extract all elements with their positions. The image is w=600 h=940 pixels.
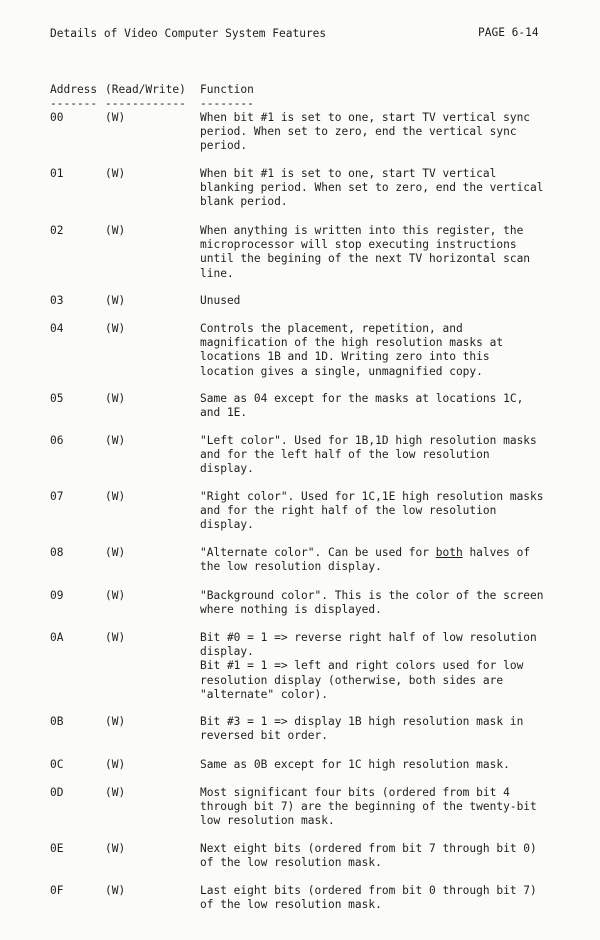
register-access: (W): [105, 715, 126, 728]
emphasized-word: both: [435, 546, 463, 559]
function-text-start: "Alternate color". Can be used for: [200, 546, 436, 559]
register-function: [200, 786, 546, 829]
register-function: [200, 392, 546, 420]
register-address: 0A: [50, 631, 64, 644]
function-text: When anything is written into this register, the microprocessor will stop executing instructions until the begining of the next TV horizontal scan line.: [200, 224, 531, 280]
register-access: (W): [105, 322, 126, 335]
page-header-title: Details of Video Computer System Features: [50, 27, 327, 40]
function-text: Next eight bits (ordered from bit 7 through bit 0) of the low resolution mask.: [200, 842, 537, 870]
register-access: (W): [105, 631, 126, 644]
register-function: [200, 167, 546, 210]
function-text: Same as 04 except for the masks at locations 1C, and 1E.: [200, 392, 524, 420]
register-access: (W): [105, 546, 126, 559]
register-function: [200, 884, 546, 912]
register-function: [200, 434, 546, 477]
register-address: 0D: [50, 786, 64, 799]
register-access: (W): [105, 490, 126, 503]
register-access: (W): [105, 842, 126, 855]
register-function: [200, 546, 546, 574]
register-function: [200, 111, 546, 154]
function-text: When bit #1 is set to one, start TV vertical sync period. When set to zero, end the vertical sync period.: [200, 111, 531, 153]
register-access: (W): [105, 758, 126, 771]
register-function: [200, 224, 546, 281]
function-text: "Background color". This is the color of the screen where nothing is displayed.: [200, 589, 544, 617]
register-address: 07: [50, 490, 64, 503]
register-address: 0B: [50, 715, 64, 728]
register-access: (W): [105, 884, 126, 897]
register-address: 09: [50, 589, 64, 602]
register-access: (W): [105, 111, 126, 124]
register-function: [200, 715, 546, 743]
register-access: (W): [105, 589, 126, 602]
register-address: 01: [50, 167, 64, 180]
function-text: Bit #1 = 1 => left and right colors used for low resolution display (otherwise, both sides are "alternate" color).: [200, 659, 524, 701]
register-address: 08: [50, 546, 64, 559]
function-text: "Right color". Used for 1C,1E high resolution masks and for the right half of the low resolution display.: [200, 490, 544, 532]
column-rule-function: --------: [200, 97, 254, 110]
register-address: 00: [50, 111, 64, 124]
register-address: 03: [50, 294, 64, 307]
register-address: 05: [50, 392, 64, 405]
register-function: [200, 758, 546, 772]
register-function: [200, 842, 546, 870]
register-access: (W): [105, 167, 126, 180]
register-function: [200, 490, 546, 533]
function-text: "Left color". Used for 1B,1D high resolution masks and for the left half of the low resolution display.: [200, 434, 537, 476]
register-function: [200, 589, 546, 617]
function-text: Most significant four bits (ordered from bit 4 through bit 7) are the beginning of the twenty-bit low resolution mask.: [200, 786, 537, 828]
register-address: 04: [50, 322, 64, 335]
function-text: Controls the placement, repetition, and magnification of the high resolution masks at locations 1B and 1D. Writing zero into this location gives a single, unmagnified copy.: [200, 322, 504, 378]
register-access: (W): [105, 294, 126, 307]
function-text: Same as 0B except for 1C high resolution mask.: [200, 758, 510, 771]
function-text-end: halves of the low resolution display.: [200, 546, 531, 574]
register-access: (W): [105, 392, 126, 405]
column-rule-address: -------: [50, 97, 98, 110]
column-header-function: Function: [200, 83, 254, 96]
column-rule-read-write: ------------: [105, 97, 186, 110]
register-address: 06: [50, 434, 64, 447]
function-text: When bit #1 is set to one, start TV vertical blanking period. When set to zero, end the vertical blank period.: [200, 167, 544, 209]
page-number: PAGE 6-14: [478, 26, 539, 39]
function-text: Bit #0 = 1 => reverse right half of low resolution display.: [200, 631, 537, 659]
function-text: [200, 546, 546, 574]
function-text: Bit #3 = 1 => display 1B high resolution mask in reversed bit order.: [200, 715, 524, 743]
register-function: [200, 322, 546, 379]
register-function: [200, 631, 546, 702]
register-address: 02: [50, 224, 64, 237]
register-address: 0C: [50, 758, 64, 771]
function-text: Unused: [200, 294, 241, 307]
column-header-address: Address: [50, 83, 98, 96]
column-header-read-write: (Read/Write): [105, 83, 186, 96]
register-function: [200, 294, 546, 308]
register-address: 0E: [50, 842, 64, 855]
register-access: (W): [105, 786, 126, 799]
register-access: (W): [105, 434, 126, 447]
register-access: (W): [105, 224, 126, 237]
function-text: Last eight bits (ordered from bit 0 through bit 7) of the low resolution mask.: [200, 884, 537, 912]
register-address: 0F: [50, 884, 64, 897]
